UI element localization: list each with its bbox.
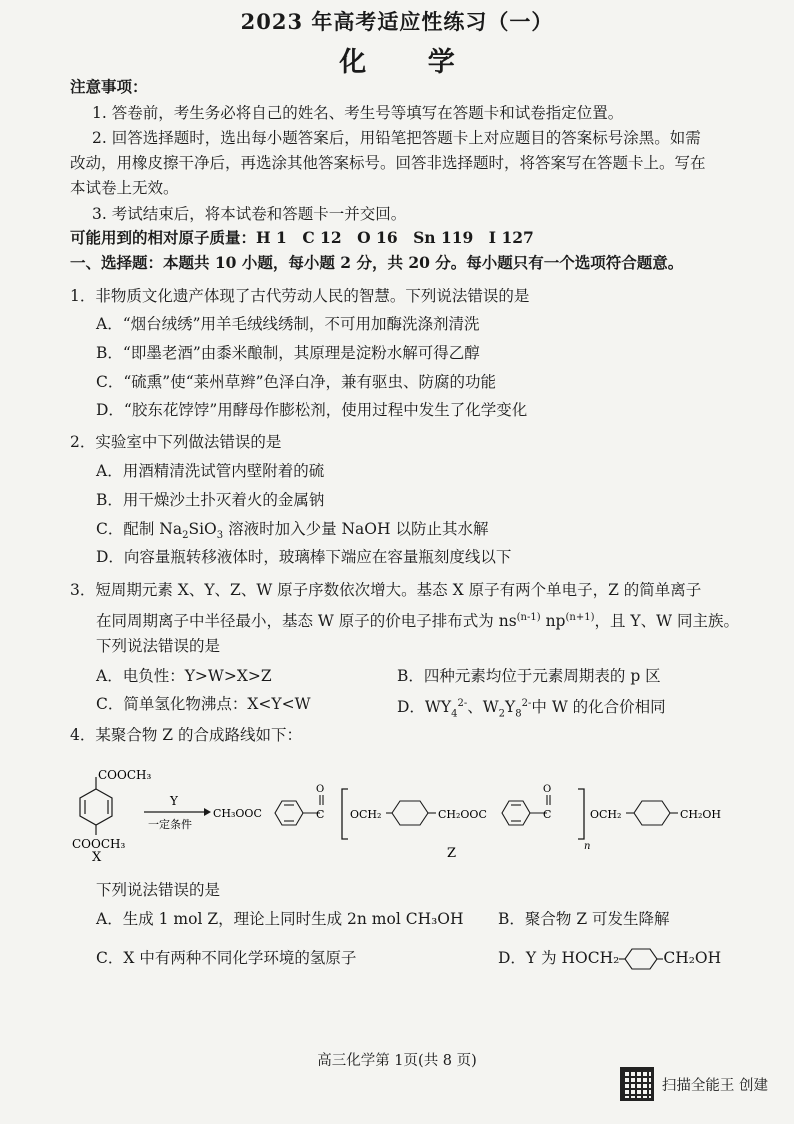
q1-option-a: A．“烟台绒绣”用羊毛绒线绣制，不可用加酶洗涤剂清洗: [96, 315, 480, 333]
molecule-x: [80, 777, 112, 835]
q2-stem: 2．实验室中下列做法错误的是: [70, 433, 282, 451]
z-carbonyl-o-2: O: [543, 784, 552, 795]
exam-subject: 化 学: [339, 47, 481, 78]
q2-option-b: B．用干燥沙土扑灭着火的金属钠: [96, 491, 325, 509]
arrow-head: [204, 808, 211, 816]
q4-stem: 4．某聚合物 Z 的合成路线如下：: [70, 726, 302, 744]
q4-row-1: [96, 907, 760, 931]
z-och2-1: OCH₂: [350, 808, 382, 821]
q2-option-d: D．向容量瓶转移液体时，玻璃棒下端应在容量瓶刻度线以下: [96, 548, 512, 566]
q1-stem: 1．非物质文化遗产体现了古代劳动人民的智慧。下列说法错误的是: [70, 287, 530, 305]
scanner-watermark: [620, 1067, 768, 1101]
z-ch2oh: CH₂OH: [680, 808, 722, 821]
q4-prompt: 下列说法错误的是: [96, 881, 221, 899]
q2-option-a: A．用酒精清洗试管内壁附着的硫: [96, 462, 325, 480]
q3-option-d: D．$WY_4^{2-}$、$W_2Y_8^{2-}$中 W 的化合价相同: [397, 698, 666, 720]
right-bracket: [578, 789, 584, 839]
synthesis-scheme: [70, 757, 770, 862]
watermark-text: 扫描全能王 创建: [661, 1077, 768, 1094]
q2-option-c: C．配制 $Na_2SiO_3$ 溶液时加入少量 NaOH 以防止其水解: [96, 520, 489, 542]
z-label: Z: [447, 846, 457, 861]
left-bracket: [342, 789, 348, 839]
q1-option-b: B．“即墨老酒”由黍米酿制，其原理是淀粉水解可得乙醇: [96, 344, 480, 362]
q4-option-d: D．Y 为 HOCH₂ CH₂OH: [498, 946, 721, 972]
atomic-mass: 可能用到的相对原子质量：H 1 C 12 O 16 Sn 119 I 127: [70, 228, 534, 247]
qr-code-icon: [620, 1067, 654, 1101]
cyclohexane-icon: [619, 946, 663, 972]
q4-row-2: [96, 946, 760, 970]
x-bottom-group: COOCH₃: [72, 837, 126, 851]
note-1: 1. 答卷前，考生务必将自己的姓名、考生号等填写在答题卡和试卷指定位置。: [92, 104, 624, 122]
q1-option-d: D．“胶东花饽饽”用酵母作膨松剂，使用过程中发生了化学变化: [96, 401, 528, 419]
q3-stem-3: 下列说法错误的是: [96, 637, 221, 655]
note-2-end: 本试卷上无效。: [70, 179, 179, 197]
z-benzene-1: [275, 801, 303, 825]
q4-option-c: C．X 中有两种不同化学环境的氢原子: [96, 949, 357, 967]
q3-option-a: A．电负性：Y>W>X>Z: [96, 667, 272, 685]
q3-option-b: B．四种元素均位于元素周期表的 p 区: [397, 667, 661, 685]
z-carbonyl-o-1: O: [316, 784, 325, 795]
z-benzene-2: [502, 801, 530, 825]
svg-text:C: C: [316, 808, 325, 821]
q3-option-c: C．简单氢化物沸点：X<Y<W: [96, 695, 311, 713]
q3-stem-2: 在同周期离子中半径最小，基态 W 原子的价电子排布式为 $ns^{(n-1)}$ $np^{(n+1)}$，且 Y、W 同主族。: [96, 612, 739, 631]
arrow-reagent: Y: [170, 794, 178, 808]
q1-option-c: C．“硫熏”使“莱州草辫”色泽白净，兼有驱虫、防腐的功能: [96, 373, 497, 391]
note-2: 2. 回答选择题时，选出每小题答案后，用铅笔把答题卡上对应题目的答案标号涂黑。如需: [92, 129, 701, 147]
x-top-group: COOCH₃: [98, 768, 152, 782]
exam-title: 2023 年高考适应性练习（一）: [240, 9, 554, 34]
q3-stem-1: 3．短周期元素 X、Y、Z、W 原子序数依次增大。基态 X 原子有两个单电子，Z 的简单离子: [70, 581, 702, 599]
note-2-cont: 改动，用橡皮擦干净后，再选涂其他答案标号。回答非选择题时，将答案写在答题卡上。写在: [70, 154, 706, 172]
svg-text:C: C: [543, 808, 552, 821]
z-repeat-n: n: [584, 841, 591, 852]
page-footer: 高三化学第 1页(共 8 页): [317, 1053, 477, 1069]
z-end-group: CH₃OOC: [213, 807, 262, 820]
q4-option-b: B．聚合物 Z 可发生降解: [498, 910, 670, 928]
section-heading: 一、选择题：本题共 10 小题，每小题 2 分，共 20 分。每小题只有一个选项符合题意。: [70, 253, 684, 272]
notes-heading: 注意事项：: [70, 77, 148, 96]
z-och2-2: OCH₂: [590, 808, 622, 821]
x-label: X: [92, 850, 102, 862]
arrow-condition: 一定条件: [148, 818, 192, 831]
z-cyclohexane-2: [634, 801, 670, 825]
q3-row-1: [96, 664, 760, 688]
q3-row-2: [96, 692, 760, 720]
q4-option-a: A．生成 1 mol Z，理论上同时生成 2n mol CH₃OH: [96, 910, 464, 928]
z-cyclohexane-1: [392, 801, 428, 825]
z-ch2ooc: CH₂OOC: [438, 808, 487, 821]
note-3: 3. 考试结束后，将本试卷和答题卡一并交回。: [92, 205, 407, 223]
